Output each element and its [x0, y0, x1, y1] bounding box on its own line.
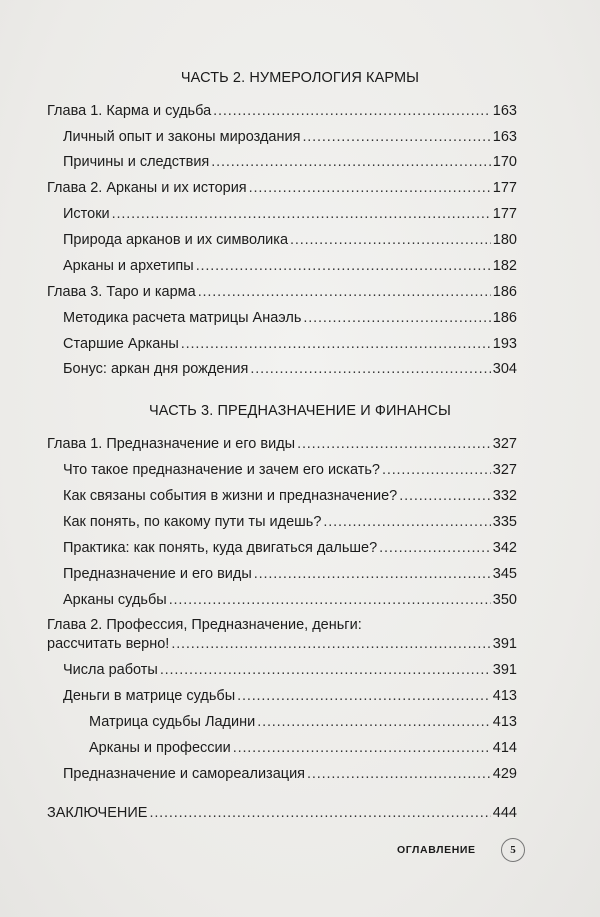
toc-entry: [47, 635, 517, 653]
toc-entry-label: Старшие Арканы: [63, 336, 179, 352]
running-footer-section: ОГЛАВЛЕНИЕ: [397, 844, 476, 856]
toc-entry: [89, 739, 517, 757]
toc-entry-label: Бонус: аркан дня рождения: [63, 361, 249, 377]
leader-dots: [307, 765, 491, 783]
toc-entry-label: Что такое предназначение и зачем его искать?: [63, 462, 380, 478]
leader-dots: [169, 591, 491, 609]
toc-entry-page: 327: [492, 436, 517, 452]
toc-entry-label: Глава 2. Арканы и их история: [47, 180, 247, 196]
leader-dots: [249, 179, 491, 197]
toc-entry-page: 304: [492, 361, 517, 377]
toc-entry-label-line1: Глава 2. Профессия, Предназначение, деньги:: [47, 617, 362, 633]
leader-dots: [379, 539, 491, 557]
toc-entry-conclusion: [47, 804, 517, 822]
toc-entry-page: 350: [492, 592, 517, 608]
toc-entry-page: 414: [492, 740, 517, 756]
leader-dots: [257, 713, 491, 731]
toc-entry-label: Глава 1. Карма и судьба: [47, 103, 212, 119]
toc-entry-page: 170: [492, 154, 517, 170]
toc-entry: [47, 102, 517, 120]
leader-dots: [171, 635, 490, 653]
toc-entry: [47, 435, 517, 453]
toc-entry-page: 186: [492, 284, 517, 300]
toc-entry-label: Глава 1. Предназначение и его виды: [47, 436, 296, 452]
leader-dots: [303, 309, 490, 327]
leader-dots: [399, 487, 491, 505]
toc-entry-page: 186: [492, 310, 517, 326]
toc-entry-label: Арканы и архетипы: [63, 258, 194, 274]
toc-entry: [63, 309, 517, 327]
toc-entry-label: Практика: как понять, куда двигаться дальше?: [63, 540, 378, 556]
toc-entry-page: 342: [492, 540, 517, 556]
toc-entry-label: Как связаны события в жизни и предназначение?: [63, 488, 398, 504]
toc-entry: [63, 565, 517, 583]
toc-entry: [63, 153, 517, 171]
leader-dots: [198, 283, 491, 301]
toc-entry: [63, 687, 517, 705]
leader-dots: [213, 102, 491, 120]
toc-entry-label: Арканы и профессии: [89, 740, 231, 756]
toc-entry-label: Предназначение и его виды: [63, 566, 252, 582]
leader-dots: [323, 513, 490, 531]
toc-entry-page: 177: [492, 206, 517, 222]
toc-entry-label: Личный опыт и законы мироздания: [63, 129, 301, 145]
toc-entry-page: 182: [492, 258, 517, 274]
toc-entry-label: Истоки: [63, 206, 110, 222]
leader-dots: [211, 153, 491, 171]
toc-entry-page: 429: [492, 766, 517, 782]
toc-entry: [63, 360, 517, 378]
part-2-title: ЧАСТЬ 2. НУМЕРОЛОГИЯ КАРМЫ: [180, 70, 420, 86]
leader-dots: [250, 360, 490, 378]
toc-entry-page: 391: [492, 636, 517, 652]
toc-entry: [63, 257, 517, 275]
toc-entry-label: Матрица судьбы Ладини: [89, 714, 256, 730]
toc-entry: [63, 487, 517, 505]
leader-dots: [149, 804, 490, 822]
toc-entry: [89, 713, 517, 731]
leader-dots: [290, 231, 491, 249]
toc-entry-page: 177: [492, 180, 517, 196]
toc-entry: [63, 335, 517, 353]
toc-entry: [63, 765, 517, 783]
toc-entry-page: 345: [492, 566, 517, 582]
leader-dots: [382, 461, 491, 479]
leader-dots: [297, 435, 491, 453]
toc-entry-label: рассчитать верно!: [47, 636, 170, 652]
toc-entry-page: 444: [492, 805, 517, 821]
toc-entry-page: 391: [492, 662, 517, 678]
toc-entry-label: Деньги в матрице судьбы: [63, 688, 236, 704]
toc-entry-label: Природа арканов и их символика: [63, 232, 289, 248]
toc-entry: [63, 591, 517, 609]
toc-entry-label: ЗАКЛЮЧЕНИЕ: [47, 805, 148, 821]
toc-entry-label: Предназначение и самореализация: [63, 766, 306, 782]
leader-dots: [160, 661, 491, 679]
toc-entry: [63, 661, 517, 679]
leader-dots: [237, 687, 491, 705]
toc-entry: [63, 461, 517, 479]
toc-entry-page: 327: [492, 462, 517, 478]
toc-entry: [47, 283, 517, 301]
toc-entry-label: Глава 3. Таро и карма: [47, 284, 196, 300]
toc-entry-page: 163: [492, 129, 517, 145]
toc-entry-page: 163: [492, 103, 517, 119]
leader-dots: [302, 128, 490, 146]
toc-entry-page: 180: [492, 232, 517, 248]
toc-entry: [63, 205, 517, 223]
toc-entry-label: Числа работы: [63, 662, 158, 678]
toc-entry-label: Как понять, по какому пути ты идешь?: [63, 514, 322, 530]
toc-entry: [47, 179, 517, 197]
toc-entry: [63, 539, 517, 557]
toc-entry-page: 335: [492, 514, 517, 530]
toc-entry-label: Арканы судьбы: [63, 592, 167, 608]
toc-entry-label: Причины и следствия: [63, 154, 210, 170]
toc-entry-page: 193: [492, 336, 517, 352]
part-3-title: ЧАСТЬ 3. ПРЕДНАЗНАЧЕНИЕ И ФИНАНСЫ: [149, 403, 451, 419]
leader-dots: [181, 335, 491, 353]
toc-entry-label: Методика расчета матрицы Анаэль: [63, 310, 302, 326]
toc-entry: [63, 231, 517, 249]
leader-dots: [233, 739, 491, 757]
toc-entry-page: 413: [492, 714, 517, 730]
toc-entry-page: 332: [492, 488, 517, 504]
leader-dots: [254, 565, 491, 583]
leader-dots: [196, 257, 491, 275]
toc-entry-page: 413: [492, 688, 517, 704]
page-number-badge: 5: [501, 838, 525, 862]
leader-dots: [112, 205, 491, 223]
toc-entry: [63, 513, 517, 531]
toc-entry: [63, 128, 517, 146]
